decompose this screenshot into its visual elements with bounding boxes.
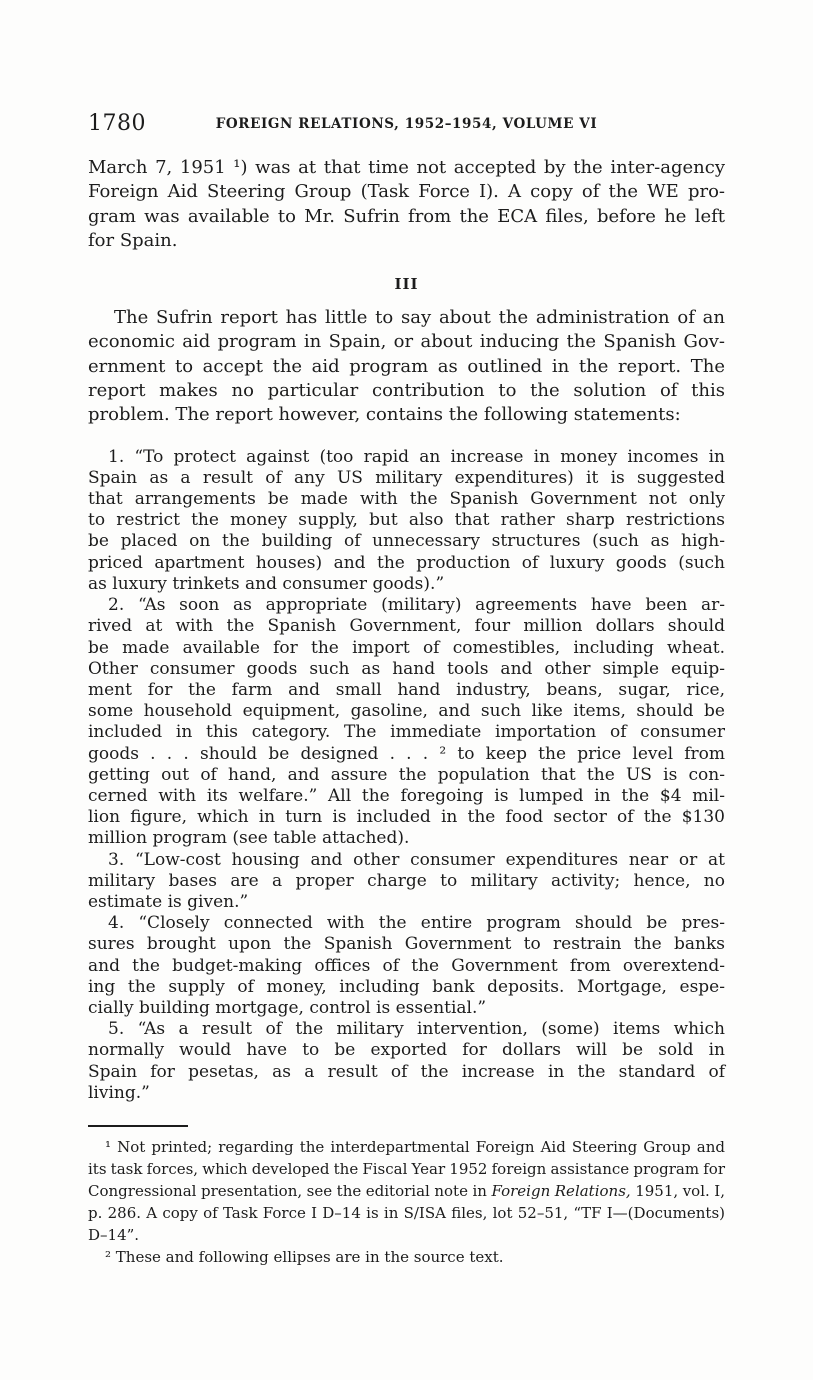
text-line: Spain as a result of any US military expenditures) it is suggested: [88, 467, 725, 488]
text-line: million program (see table attached).: [88, 828, 410, 849]
running-head: FOREIGN RELATIONS, 1952–1954, VOLUME VI: [215, 116, 598, 132]
opening-paragraph-zone: [88, 156, 725, 253]
text-line: priced apartment houses) and the production of luxury goods (such: [88, 552, 725, 573]
text-line: to restrict the money supply, but also that rather sharp restrictions: [88, 510, 725, 531]
text-line: Congressional presentation, see the editorial note in Foreign Relations, 1951, vol. I,: [88, 1181, 726, 1200]
text-line: getting out of hand, and assure the population that the US is con-: [88, 764, 725, 785]
text-line: included in this category. The immediate importation of consumer: [88, 722, 725, 743]
text-line: normally would have to be exported for dollars will be sold in: [88, 1040, 725, 1061]
text-line: that arrangements be made with the Spanish Government not only: [88, 489, 725, 510]
text-line: 4. “Closely connected with the entire program should be pres-: [108, 913, 725, 934]
text-line: military bases are a proper charge to military activity; hence, no: [88, 870, 725, 891]
text-line: be placed on the building of unnecessary structures (such as high-: [88, 531, 725, 552]
text-line: 1. “To protect against (too rapid an increase in money incomes in: [108, 446, 725, 467]
text-line: The Sufrin report has little to say about the administration of an: [114, 307, 725, 329]
text-line: gram was available to Mr. Sufrin from the ECA files, before he left: [88, 205, 725, 227]
text-line: ment for the farm and small hand industry, beans, sugar, rice,: [88, 679, 725, 700]
para-continuation: [88, 156, 725, 253]
text-line: cerned with its welfare.” All the foregoing is lumped in the $4 mil-: [88, 785, 725, 806]
text-line: ² These and following ellipses are in the source text.: [105, 1247, 504, 1266]
text-line: some household equipment, gasoline, and such like items, should be: [88, 701, 725, 722]
text-line: D–14”.: [88, 1225, 140, 1244]
text-line: cially building mortgage, control is essential.”: [88, 997, 487, 1018]
footnote-divider-rule: [88, 1125, 188, 1127]
text-line: 3. “Low-cost housing and other consumer expenditures near or at: [108, 849, 725, 870]
text-line: report makes no particular contribution to the solution of this: [88, 380, 725, 402]
statement-3: [88, 850, 725, 914]
text-line: economic aid program in Spain, or about inducing the Spanish Gov-: [88, 331, 725, 353]
text-line: ernment to accept the aid program as outlined in the report. The: [88, 355, 725, 377]
text-column: [88, 112, 725, 1268]
text-line: p. 286. A copy of Task Force I D–14 is in S/ISA files, lot 52–51, “TF I—(Documents): [88, 1203, 725, 1222]
statement-2: [88, 595, 725, 849]
footnotes-zone: [88, 1136, 725, 1268]
text-line: its task forces, which developed the Fiscal Year 1952 foreign assistance program for: [88, 1159, 725, 1178]
text-line: goods . . . should be designed . . . ² to keep the price level from: [88, 743, 725, 764]
text-line: 2. “As soon as appropriate (military) agreements have been ar-: [108, 595, 725, 616]
text-line: lion figure, which in turn is included in the food sector of the $130: [88, 807, 725, 828]
text-line: ing the supply of money, including bank deposits. Mortgage, espe-: [88, 976, 725, 997]
text-line: as luxury trinkets and consumer goods).”: [88, 573, 445, 594]
text-line: estimate is given.”: [88, 891, 249, 912]
text-line: for Spain.: [88, 229, 178, 251]
text-line: problem. The report however, contains the following statements:: [88, 404, 681, 426]
statement-5: [88, 1019, 725, 1104]
statements-zone: [88, 306, 725, 1104]
statement-1: [88, 447, 725, 595]
footnote-2: [88, 1246, 725, 1268]
text-line: Other consumer goods such as hand tools and other simple equip-: [88, 658, 725, 679]
text-line: March 7, 1951 ¹) was at that time not accepted by the inter-agency: [88, 157, 725, 178]
statement-4: [88, 913, 725, 1019]
page-number: 1780: [88, 111, 146, 136]
text-line: 5. “As a result of the military intervention, (some) items which: [108, 1019, 725, 1040]
text-line: and the budget-making offices of the Government from overextend-: [88, 955, 725, 976]
page-header: [88, 112, 725, 136]
text-line: living.”: [88, 1082, 150, 1103]
text-line: Spain for pesetas, as a result of the increase in the standard of: [88, 1061, 725, 1082]
section-heading: III: [394, 275, 419, 294]
text-line: rived at with the Spanish Government, four million dollars should: [88, 616, 725, 637]
text-line: sures brought upon the Spanish Government to restrain the banks: [88, 934, 725, 955]
footnote-1: [88, 1136, 725, 1246]
text-line: ¹ Not printed; regarding the interdepartmental Foreign Aid Steering Group and: [105, 1137, 725, 1156]
para-sufrin-report: [88, 306, 725, 427]
text-line: Foreign Aid Steering Group (Task Force I). A copy of the WE pro-: [88, 181, 725, 203]
text-line: be made available for the import of comestibles, including wheat.: [88, 637, 725, 658]
